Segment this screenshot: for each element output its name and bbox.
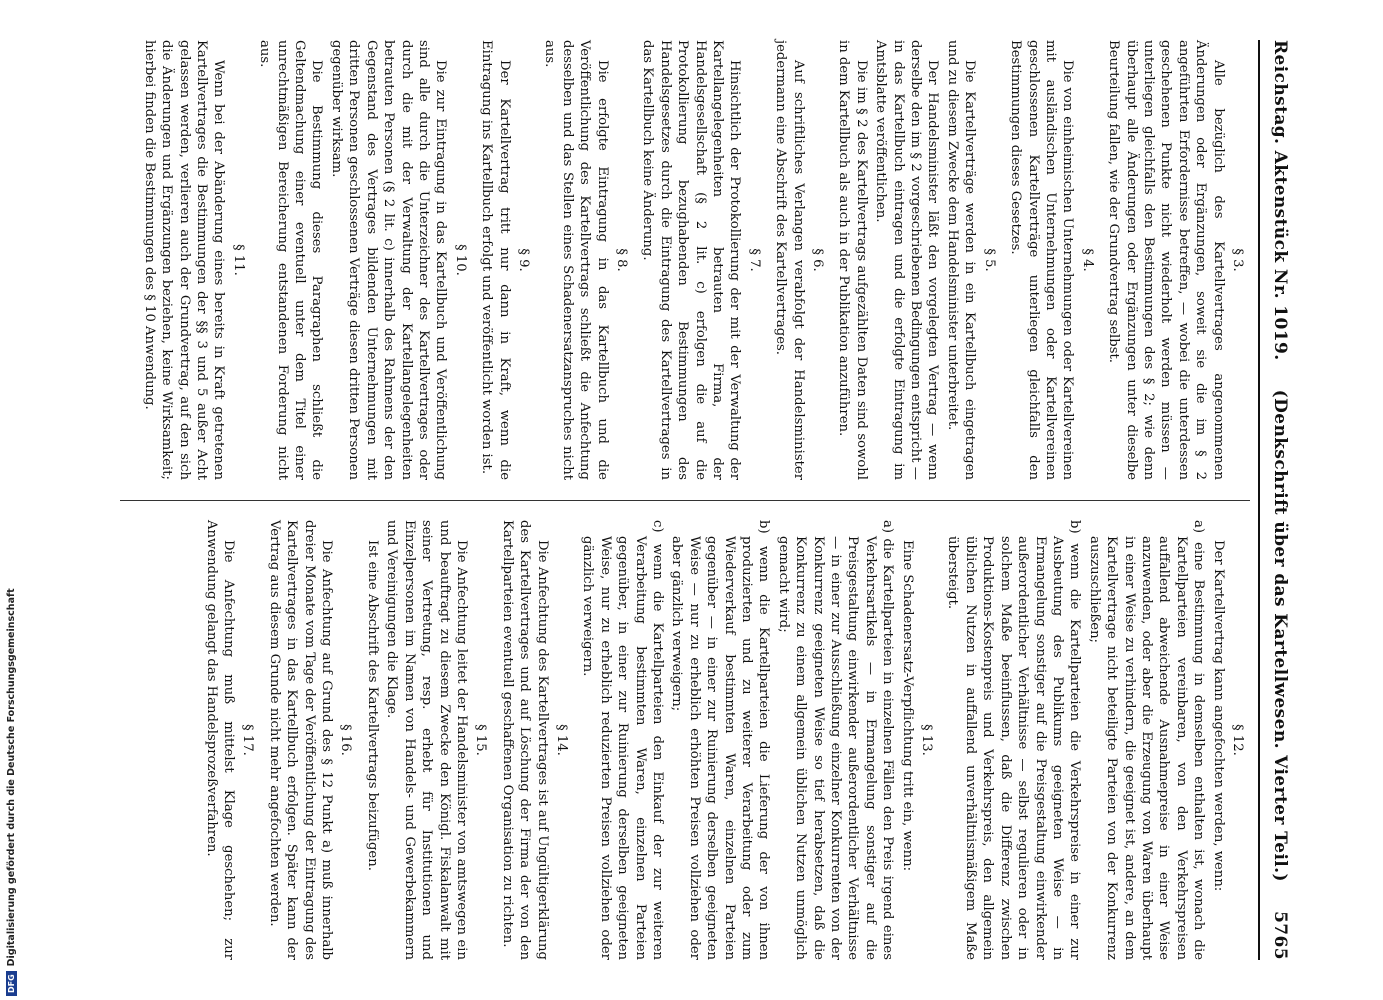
paragraph: Die Anfechtung leitet der Handelsminister von amtswegen ein und beauftragt zu diesem Zwecke den Königl. Fiskalanwalt mit seiner Vertretung, resp. erhebt für Institutionen und Einzelpersonen im Namen von Handels- und Gewerbekammern und Vereinigungen die Klage. — [384, 520, 469, 960]
section-heading: § 16. — [338, 724, 354, 756]
section-heading: § 9. — [515, 248, 531, 272]
paragraph: Der Kartellvertrag kann angefochten werden, wenn: — [1210, 540, 1226, 892]
section — [835, 40, 998, 480]
section — [541, 40, 630, 480]
paragraph: Alle bezüglich des Kartellvertrages angenommenen Änderungen oder Ergänzungen, soweit sie die im § 2 angeführten Erfordernisse betreffen, — wobei die unterdessen geschehenen Punkte nicht wiederholt werden müssen — unterliegen gleichfalls den Bestimmungen des § 2; wie denn überhaupt alle Änderungen oder Ergänzungen unter dieselbe Beurteilung fallen, wie der Grundvertrag selbst. — [1106, 40, 1226, 480]
section-heading: § 8. — [614, 248, 629, 272]
section — [478, 40, 532, 480]
section-heading: § 6. — [810, 248, 826, 272]
paragraph: Die Bestimmung dieses Paragraphen schließt die Geltendmachung einer eventuell unter dem Titel einer unrechtmäßigen Bereicherung entstandenen Forderung nicht aus. — [257, 40, 325, 480]
section-heading: § 10. — [452, 244, 468, 276]
section-heading: § 12. — [1230, 724, 1245, 756]
section — [944, 520, 1246, 960]
page-header — [1258, 40, 1290, 960]
paragraph: Auf schriftliches Verlangen verabfolgt der Handelsminister jedermann eine Abschrift des Kartellvertrages. — [773, 40, 806, 480]
section-heading: § 15. — [473, 724, 489, 756]
paragraph: Die Anfechtung auf Grund des § 12 Punkt a) muß innerhalb dreier Monate vom Tage der Veröffentlichung der Eintragung des Kartellvertrages in das Kartellbuch erfolgen. Später kann der Vertrag aus diesem Grunde nicht mehr angefochten werden. — [266, 520, 335, 960]
paragraph: Die im § 2 des Kartellvertrags aufgezählten Daten sind sowohl in dem Kartellbuch als auch in der Publikation anzuführen. — [836, 40, 869, 480]
list-item: a) eine Bestimmung in demselben enthalten ist, wonach die Kartellparteien vereinbaren, von den Verkehrspreisen auffallend abweichende Ausnahmepreise in einer Weise anzuwenden, oder aber die Erzeugung von Waren überhaupt in einer Weise zu verhindern, die geeignet ist, andere, an dem Kartellvertrage nicht beteiligte Parteien von der Konkurrenz auszuschließen; — [1086, 520, 1207, 960]
list-item: b) wenn die Kartellparteien die Verkehrspreise in einer zur Ausbeutung des Publikums geeigneten Weise — in Ermangelung sonstiger auf die Preisgestaltung einwirkender außerordentlicher Verhältnisse — selbst regulieren oder in solchem Maße beeinflussen, daß die Differenz zwischen Produktions-Kostenpreis und Verkehrspreis, den allgemein üblichen Nutzen in auffallend unverhältnismäßigem Maße übersteigt. — [945, 520, 1083, 960]
section-heading: § 7. — [746, 248, 762, 272]
paragraph: Die zur Eintragung in das Kartellbuch und Veröffentlichung sind alle durch die Unterzeichner des Kartellvertrages oder durch die mit der Verwaltung der Kartellangelegenheiten betrauten Personen (§ 2 lit. c) innerhalb des Rahmens der den Gegenstand des Vertrages bildenden Unternehmungen mit dritten Personen geschlossenen Verträge diesen dritten Personen gegenüber wirksam. — [328, 40, 449, 480]
footer-text: Digitalisierung gefördert durch die Deutsche Forschungsgemeinschaft — [5, 588, 17, 967]
section — [140, 40, 246, 480]
paragraph: Ist eine Abschrift des Kartellvertrags beizufügen. — [364, 540, 380, 871]
list-item: b) wenn die Kartellparteien die Lieferung der von ihnen produzierten und zu weiterer Verarbeitung oder zum Wiederverkauf bestimmten Waren, einzelnen Parteien gegenüber — in einer zur Ruinierung derselben geeigneten Weise — nur zu erheblich erhöhten Preisen vollziehen oder aber gänzlich verweigern; — [669, 520, 772, 960]
paragraph: Der Handelsminister läßt den vorgelegten Vertrag — wenn derselbe den im § 2 vorgeschriebenen Bedingungen entspricht — in das Kartellbuch eintragen und die erfolgte Eintragung im Amtsblatte veröffentlichen. — [873, 40, 941, 480]
section-heading: § 13. — [919, 724, 935, 756]
section — [265, 520, 354, 960]
section — [579, 520, 935, 960]
rotated-document-page — [90, 40, 1290, 960]
section — [772, 40, 826, 480]
paragraph: Hinsichtlich der Protokollierung der mit der Verwaltung der Kartellangelegenheiten betrauten Firma, der Handelsgesellschaft (§ 2 lit. c) erfolgen die auf die Protokollierung bezughabenden Bestimmungen des Handelsgesetzes durch die Eintragung des Kartellvertrages in das Kartellbuch keine Änderung. — [640, 40, 743, 480]
section-heading: § 17. — [240, 724, 256, 756]
section — [256, 40, 469, 480]
section-heading: § 3. — [1230, 248, 1245, 272]
section — [364, 520, 490, 960]
paragraph: Wenn bei der Abänderung eines bereits in Kraft getretenen Kartellvertrages die Bestimmungen der §§ 3 und 5 außer Acht gelassen werden, verlieren auch der Grundvertrag, auf den sich die Änderungen und Ergänzungen beziehen, keine Wirksamkeit; hierbei finden die Bestimmungen des § 10 Anwendung. — [141, 40, 227, 480]
section-heading: § 5. — [981, 248, 997, 272]
section-heading: § 14. — [553, 724, 569, 756]
paragraph: Die Anfechtung des Kartellvertrages ist auf Ungültigerklärung des Kartellvertrages und auf Löschung der Firma der von den Kartellparteien eventuell geschaffenen Organisation zu richten. — [499, 520, 550, 960]
paragraph: Eine Schadenersatz-Verpflichtung tritt ein, wenn: — [899, 540, 915, 872]
paragraph: Die Anfechtung muß mittelst Klage geschehen; zur Anwendung gelangt das Handelsprozeßverfahren. — [203, 520, 237, 960]
header-subtitle: (Denkschrift über das Kartellwesen. Vierter Teil.) — [1270, 389, 1290, 882]
section — [1007, 40, 1096, 480]
paragraph: Der Kartellvertrag tritt nur dann in Kraft, wenn die Eintragung ins Kartellbuch erfolgt und veröffentlicht worden ist. — [479, 40, 512, 480]
section — [639, 40, 763, 480]
section-heading: § 4. — [1079, 248, 1095, 272]
list-item: c) wenn die Kartellparteien den Einkauf der zur weiteren Verarbeitung bestimmten Waren, einzelnen Parteien gegenüber, in einer zur Ruinierung derselben geeigneten Weise, nur zu erheblich reduzierten Preisen vollziehen oder gänzlich verweigern. — [580, 520, 665, 960]
list-item: a) die Kartellparteien in einzelnen Fällen den Preis irgend eines Verkehrsartikels — in Ermangelung sonstiger auf die Preisgestaltung einwirkender außerordentlicher Verhältnisse — in einer zur Ausschließung einzelner Konkurrenten von der Konkurrenz geeigneten Weise so tief herabsetzen, daß die Konkurrenz zu einem allgemein üblichen Nutzen unmöglich gemacht wird; — [775, 520, 896, 960]
paragraph: Die erfolgte Eintragung in das Kartellbuch und die Veröffentlichung des Kartellvertrags schließt die Anfechtung desselben und das Stellen eines Schadenersatzanspruches nicht aus. — [542, 40, 610, 480]
page-number: 5765 — [1270, 911, 1290, 960]
left-text-column — [131, 40, 1250, 480]
section-heading: § 11. — [230, 244, 246, 276]
digitization-footer — [4, 0, 18, 996]
paragraph: Die Kartellverträge werden in ein Kartellbuch eingetragen und zu diesem Zwecke dem Handelsminister unterbreitet. — [944, 40, 978, 480]
section — [498, 520, 570, 960]
section — [1105, 40, 1246, 480]
column-divider — [120, 500, 1250, 501]
right-text-column — [193, 520, 1250, 960]
header-title: Reichstag. Aktenstück Nr. 1019. — [1270, 40, 1290, 361]
dfg-logo: DFG — [6, 971, 17, 996]
section — [202, 520, 256, 960]
paragraph: Die von einheimischen Unternehmungen oder Kartellvereinen mit ausländischen Unternehmungen oder Kartellvereinen geschlossenen Kartellverträge unterliegen gleichfalls den Bestimmungen dieses Gesetzes. — [1008, 40, 1076, 480]
